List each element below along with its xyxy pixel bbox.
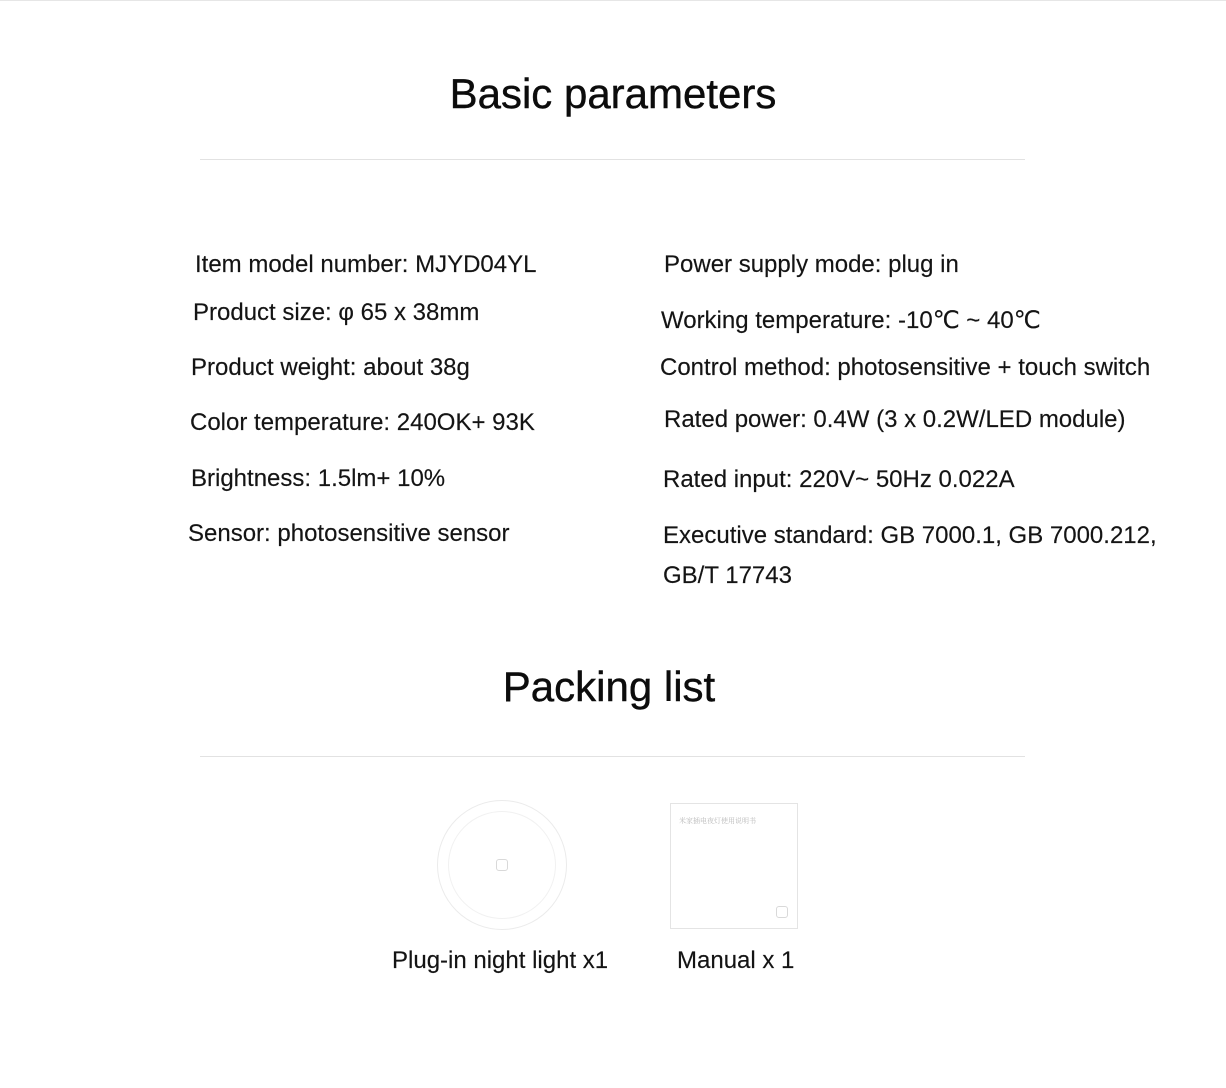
param-product-weight: Product weight: about 38g bbox=[191, 354, 470, 381]
param-color-temperature: Color temperature: 240OK+ 93K bbox=[190, 409, 535, 436]
param-executive-standard: Executive standard: GB 7000.1, GB 7000.212, GB/T 17743 bbox=[663, 522, 1157, 589]
param-item-model-number: Item model number: MJYD04YL bbox=[195, 251, 537, 278]
packing-item-night-light: Plug-in night light x1 bbox=[392, 947, 609, 974]
packing-list-title: Packing list bbox=[502, 663, 716, 710]
param-brightness: Brightness: 1.5lm+ 10% bbox=[191, 465, 446, 492]
mi-logo-icon bbox=[776, 906, 788, 918]
param-sensor: Sensor: photosensitive sensor bbox=[188, 520, 510, 547]
mi-logo-icon bbox=[496, 859, 508, 871]
param-power-supply-mode: Power supply mode: plug in bbox=[664, 251, 959, 278]
param-rated-power: Rated power: 0.4W (3 x 0.2W/LED module) bbox=[664, 406, 1126, 433]
manual-cover-title: 米家插电夜灯使用说明书 bbox=[679, 818, 756, 825]
packing-item-manual: Manual x 1 bbox=[677, 947, 795, 974]
param-rated-input: Rated input: 220V~ 50Hz 0.022A bbox=[663, 466, 1015, 493]
manual-icon bbox=[670, 803, 798, 929]
packing-list-divider bbox=[200, 756, 1025, 757]
param-control-method: Control method: photosensitive + touch switch bbox=[660, 354, 1151, 381]
param-working-temperature: Working temperature: -10℃ ~ 40℃ bbox=[661, 307, 1041, 334]
top-border bbox=[0, 0, 1226, 1]
night-light-icon bbox=[437, 800, 567, 930]
basic-parameters-title: Basic parameters bbox=[449, 70, 777, 117]
basic-parameters-divider bbox=[200, 159, 1025, 160]
param-product-size: Product size: φ 65 x 38mm bbox=[193, 299, 480, 326]
